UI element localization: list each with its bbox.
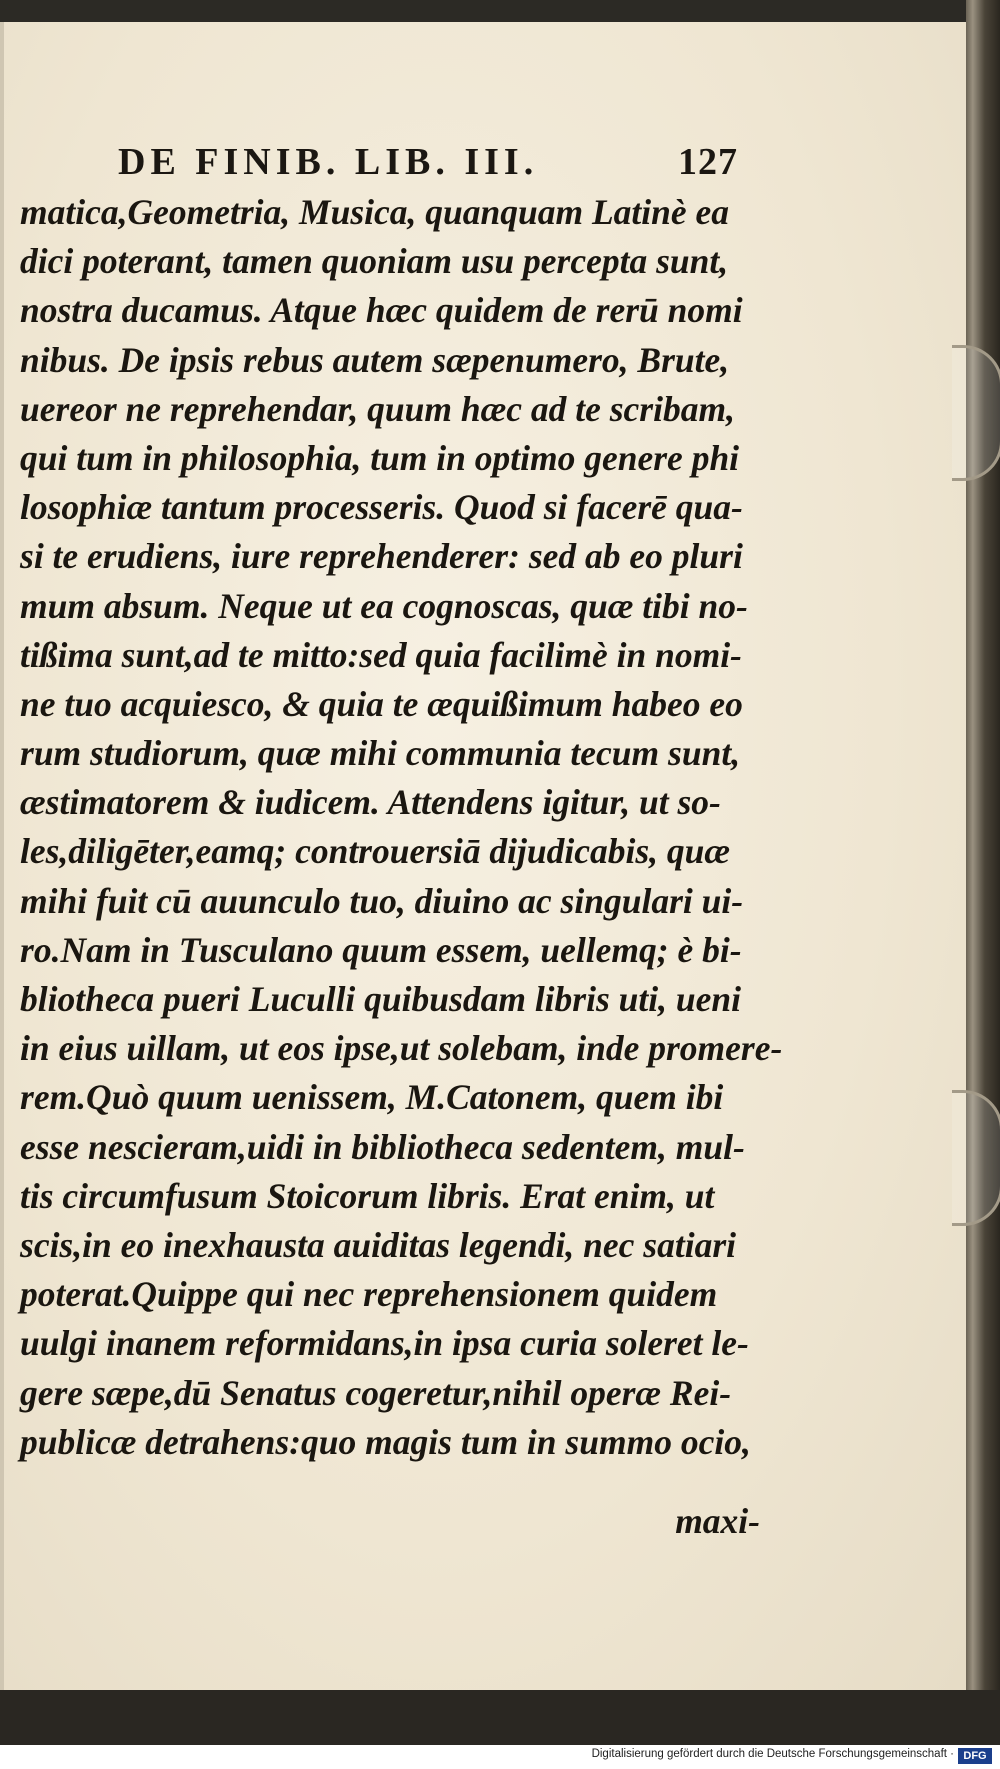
text-line: les,diligēter,eamq; controuersiā dijudicabis, quæ (20, 831, 731, 872)
text-line: tißima sunt,ad te mitto:sed quia facilimè in nomi- (20, 634, 742, 675)
text-line: matica,Geometria, Musica, quanquam Latinè ea (20, 192, 730, 232)
text-line: uulgi inanem reformidans,in ipsa curia soleret le- (20, 1323, 749, 1364)
text-line: rem.Quò quum uenissem, M.Catonem, quem ibi (20, 1077, 724, 1118)
text-line: mihi fuit cū auunculo tuo, diuino ac singulari ui- (20, 880, 744, 921)
text-line: rum studiorum, quæ mihi communia tecum sunt, (20, 733, 741, 774)
text-line: dici poterant, tamen quoniam usu percepta sunt, (20, 241, 729, 282)
text-line: publicæ detrahens:quo magis tum in summo ocio, (20, 1421, 751, 1462)
page-clip-upper (952, 345, 1000, 481)
text-line: nibus. De ipsis rebus autem sæpenumero, Brute, (20, 339, 730, 380)
text-line: mum absum. Neque ut ea cognoscas, quæ tibi no- (20, 585, 748, 626)
digitization-credit: Digitalisierung gefördert durch die Deutsche Forschungsgemeinschaft · (591, 1748, 954, 1760)
text-line: bliotheca pueri Luculli quibusdam libris uti, ueni (20, 979, 741, 1019)
page-clip-lower (952, 1090, 1000, 1226)
text-line: uereor ne reprehendar, quum hæc ad te scribam, (20, 388, 735, 429)
text-line: esse nescieram,uidi in bibliotheca sedentem, mul- (20, 1126, 745, 1167)
body-text (20, 188, 783, 1467)
book-fore-edge (966, 0, 1000, 1769)
folio-number: 127 (678, 141, 738, 183)
scan-bottom-border (0, 1690, 1000, 1745)
dfg-logo: DFG (958, 1748, 992, 1764)
text-line: ro.Nam in Tusculano quum essem, uellemq; è bi- (20, 929, 742, 970)
text-line: scis,in eo inexhausta auiditas legendi, nec satiari (20, 1224, 736, 1265)
text-line: gere sæpe,dū Senatus cogeretur,nihil operæ Rei- (20, 1372, 732, 1413)
text-line: poterat.Quippe qui nec reprehensionem quidem (20, 1274, 718, 1315)
text-line: nostra ducamus. Atque hæc quidem de rerū nomi (20, 290, 743, 331)
text-line: in eius uillam, ut eos ipse,ut solebam, inde promere- (20, 1028, 783, 1069)
text-line: losophiæ tantum processeris. Quod si facerē qua- (20, 487, 743, 528)
text-line: tis circumfusum Stoicorum libris. Erat enim, ut (20, 1175, 715, 1216)
text-line: æstimatorem & iudicem. Attendens igitur, ut so- (20, 782, 721, 823)
running-head: DE FINIB. LIB. III. (118, 141, 539, 183)
text-line: qui tum in philosophia, tum in optimo genere phi (20, 437, 740, 478)
catchword: maxi- (675, 1501, 760, 1541)
text-line: si te erudiens, iure reprehenderer: sed ab eo pluri (20, 536, 743, 577)
text-line: ne tuo acquiesco, & quia te æquißimum habeo eo (20, 683, 743, 724)
